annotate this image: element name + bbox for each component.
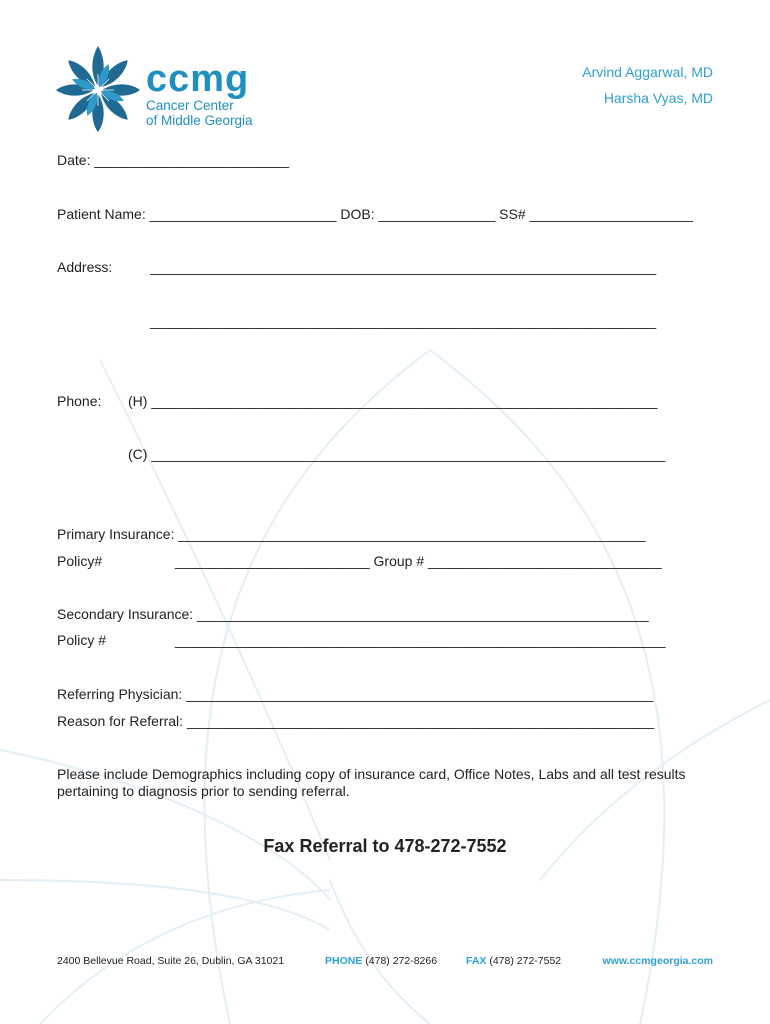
policy2-field[interactable]: _______________________________________________________________ [175, 632, 666, 648]
policy2-label: Policy # [57, 632, 107, 648]
phone-label: Phone: [57, 393, 102, 409]
brand-name: ccmg [146, 58, 250, 100]
patient-info-line[interactable]: Patient Name: ________________________ DOB: _______________ SS# _____________________ [57, 206, 694, 222]
footer-phone-number: (478) 272-8266 [365, 955, 438, 967]
doctor-name-2: Harsha Vyas, MD [603, 90, 713, 106]
primary-insurance-field[interactable]: Primary Insurance: ____________________________________________________________ [57, 526, 646, 542]
reason-for-referral-field[interactable]: Reason for Referral: ____________________________________________________________ [57, 713, 655, 729]
footer-fax-number: (478) 272-7552 [489, 955, 562, 967]
footer-phone-label: PHONE [325, 955, 363, 967]
referring-physician-field[interactable]: Referring Physician: ____________________________________________________________ [57, 686, 654, 702]
date-field[interactable]: Date: _________________________ [57, 152, 290, 168]
phone-cell-field[interactable]: (C) __________________________________________________________________ [128, 446, 666, 462]
doctor-name-1: Arvind Aggarwal, MD [582, 64, 713, 80]
phone-home-field[interactable]: (H) _________________________________________________________________ [128, 393, 658, 409]
fax-referral-title: Fax Referral to 478-272-7552 [263, 836, 507, 856]
address-line-2[interactable]: _________________________________________________________________ [150, 313, 657, 329]
brand-subtitle-line1: Cancer Center [146, 98, 234, 113]
footer-phone [325, 955, 437, 967]
footer-website-link[interactable]: www.ccmgeorgia.com [602, 955, 713, 967]
footer-address: 2400 Bellevue Road, Suite 26, Dublin, GA 31021 [57, 955, 285, 967]
address-label: Address: [57, 259, 113, 275]
footer-fax-label: FAX [466, 955, 487, 967]
brand-subtitle-line2: of Middle Georgia [146, 113, 253, 128]
ccmg-logo [54, 44, 142, 141]
brand-block [146, 60, 253, 128]
flower-logo-icon [54, 44, 142, 136]
address-line-1[interactable]: _________________________________________________________________ [150, 259, 657, 275]
footer-fax [466, 955, 561, 967]
policy-group-field[interactable]: _________________________ Group # ______________________________ [175, 553, 662, 569]
secondary-insurance-field[interactable]: Secondary Insurance: __________________________________________________________ [57, 606, 649, 622]
policy-label: Policy# [57, 553, 103, 569]
instructions-note: Please include Demographics including copy of insurance card, Office Notes, Labs and all test results pertaining to diagnosis prior to sending referral. [57, 766, 686, 799]
